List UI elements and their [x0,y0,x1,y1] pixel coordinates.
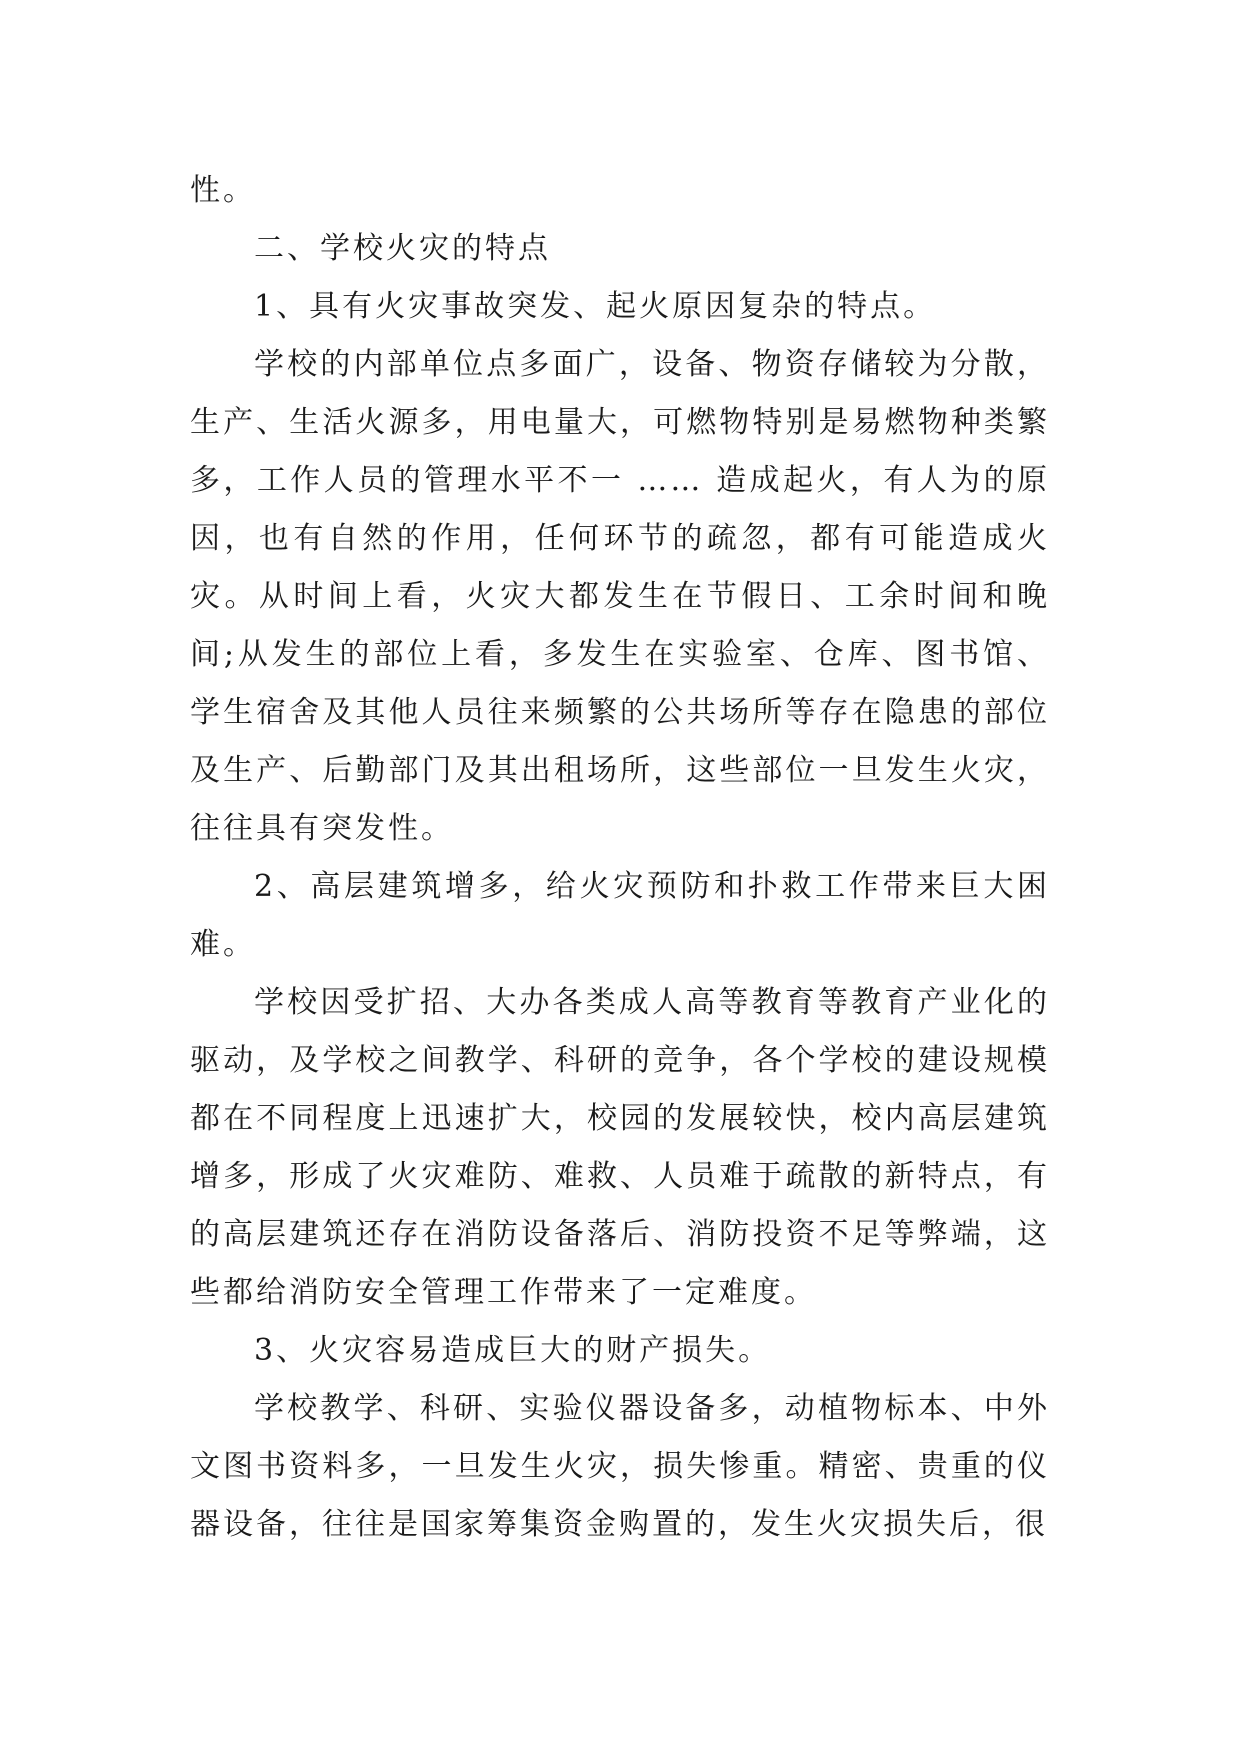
document-body [190,162,1050,1554]
paragraph-point-2: 学校因受扩招、大办各类成人高等教育等教育产业化的驱动，及学校之间教学、科研的竞争，各个学校的建设规模都在不同程度上迅速扩大，校园的发展较快，校内高层建筑增多，形成了火灾难防、难救、人员难于疏散的新特点，有的高层建筑还存在消防设备落后、消防投资不足等弊端，这些都给消防安全管理工作带来了一定难度。 [190,985,1050,1310]
section-heading-fire-characteristics: 二、学校火灾的特点 [254,231,551,266]
point-heading-1: 1、具有火灾事故突发、起火原因复杂的特点。 [254,289,937,324]
point-heading-2: 2、高层建筑增多，给火灾预防和扑救工作带来巨大困难。 [190,869,1050,962]
paragraph-point-3: 学校教学、科研、实验仪器设备多，动植物标本、中外文图书资料多，一旦发生火灾，损失惨重。精密、贵重的仪器设备，往往是国家筹集资金购置的，发生火灾损失后，很 [190,1391,1050,1542]
point-heading-3: 3、火灾容易造成巨大的财产损失。 [254,1333,772,1368]
paragraph-point-1: 学校的内部单位点多面广，设备、物资存储较为分散，生产、生活火源多，用电量大，可燃物特别是易燃物种类繁多，工作人员的管理水平不一 …… 造成起火，有人为的原因，也有自然的作用，任何环节的疏忽，都有可能造成火灾。从时间上看，火灾大都发生在节假日、工余时间和晚间;从发生的部位上看，多发生在实验室、仓库、图书馆、学生宿舍及其他人员往来频繁的公共场所等存在隐患的部位及生产、后勤部门及其出租场所，这些部位一旦发生火灾，往往具有突发性。 [190,347,1050,846]
paragraph-continuation: 性。 [190,173,256,208]
